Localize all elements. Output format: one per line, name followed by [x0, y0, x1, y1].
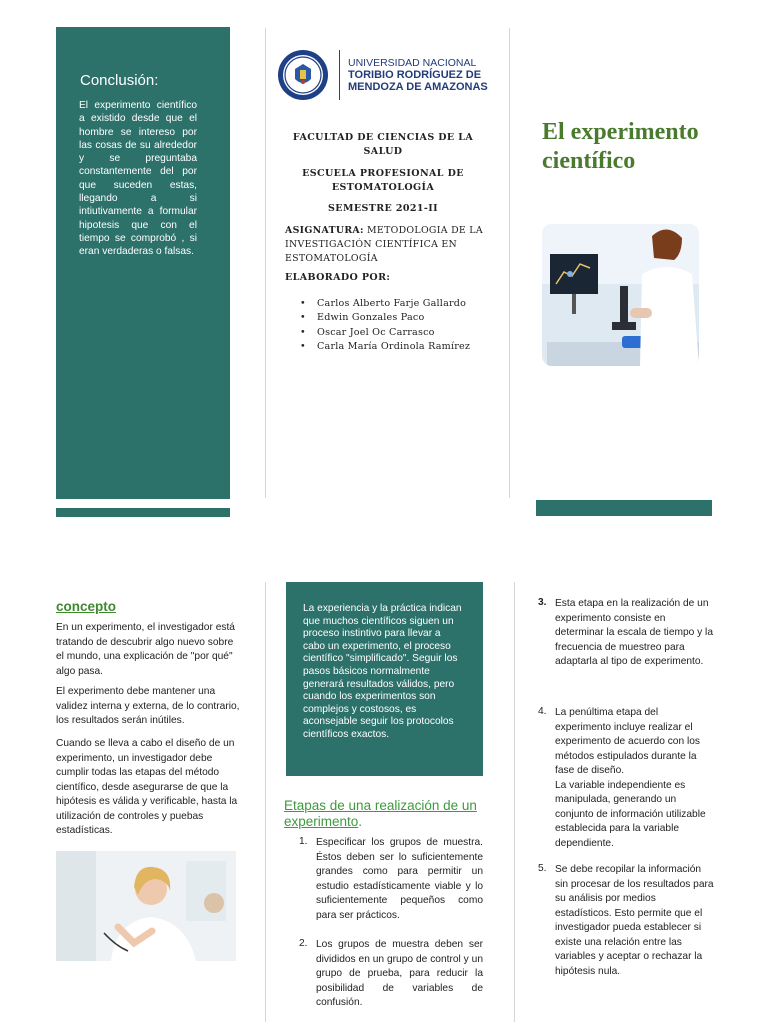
author-item: • Carlos Alberto Farje Gallardo: [300, 297, 470, 311]
researcher-photo: [56, 851, 236, 961]
authors-heading: ELABORADO POR:: [285, 272, 391, 283]
subject-value: METODOLOGIA DE LA INVESTIGACIÓN CIENTÍFICA EN ESTOMATOLOGÍA: [285, 225, 483, 264]
step-number: 1.: [299, 836, 308, 847]
logo-text-line: MENDOZA DE AMAZONAS: [348, 81, 488, 93]
decorative-bar: [536, 500, 712, 516]
university-seal-icon: [277, 49, 329, 101]
steps-heading-end: .: [358, 814, 363, 829]
steps-heading-text: Etapas de una realización de un experimento: [284, 798, 477, 829]
step-text: Los grupos de muestra deben ser divididos en un grupo de control y un grupo de prueba, para reducir la posibilidad de variables de confusión.: [316, 939, 483, 1008]
conclusion-title: Conclusión:: [80, 72, 159, 89]
decorative-bar: [56, 508, 230, 517]
subject-line: [285, 224, 483, 266]
logo-divider: [339, 50, 340, 100]
concept-paragraph: Cuando se lleva a cabo el diseño de un experimento, un investigador debe cumplir todas las etapas del método científico, desde asegurarse de que la hipótesis es válida y verificable, hasta la utilización de controles y puebas estadísticas.: [56, 738, 238, 836]
steps-heading: [284, 798, 484, 830]
step-number: 4.: [538, 706, 547, 717]
concept-paragraph: El experimento debe mantener una validez interna y externa, de lo contrario, los resultados serán inútiles.: [56, 686, 240, 726]
conclusion-panel: [56, 27, 230, 499]
subject-label: ASIGNATURA:: [285, 225, 364, 236]
conclusion-text: El experimento científico a existido desde que el hombre se intereso por las cosas de su alrededor y se preguntaba constantemente del por que suceden estas, llegando a si intiutivamente a formular hipotesis que con el tiempo se comprobó , si eran verdaderas o falsas.: [79, 100, 197, 258]
author-item: • Oscar Joel Oc Carrasco: [300, 326, 470, 340]
step-text: Especificar los grupos de muestra. Éstos deben ser lo suficientemente grandes como para permitir un estudio estadísticamente viable y lo suficientemente pequeños como para ser prácticos.: [316, 837, 483, 921]
step-text: La penúltima etapa del experimento incluye realizar el experimento de acuerdo con los métodos estipulados durante la fase de diseño. La variable independiente es manipulada, generando un conjunto de información utilizable establecida para la variable dependiente.: [555, 707, 706, 849]
logo-text-line: UNIVERSIDAD NACIONAL: [348, 57, 477, 69]
logo-text-line: TORIBIO RODRÍGUEZ DE: [348, 69, 482, 81]
panel-divider: [265, 28, 266, 498]
brochure-title: El experimento científico: [542, 119, 699, 174]
school-name: ESCUELA PROFESIONAL DE ESTOMATOLOGÍA: [302, 168, 464, 193]
panel-divider: [509, 28, 510, 498]
authors-list: [300, 297, 470, 355]
faculty-name: FACULTAD DE CIENCIAS DE LA SALUD: [292, 132, 474, 157]
scientist-microscope-photo: [542, 224, 699, 366]
concept-heading: concepto: [56, 599, 117, 614]
step-number: 5.: [538, 863, 547, 874]
concept-paragraph: En un experimento, el investigador está tratando de descubrir algo nuevo sobre el mundo, una explicación de "por qué" algo pasa.: [56, 622, 235, 677]
experience-text: La experiencia y la práctica indican que muchos científicos siguen un proceso instintivo para llevar a cabo un experimento, el proceso científico "simplificado". Seguir los pasos básicos normalmente generará resultados válidos, pero cuando los experimentos son complejos y costosos, es aconsejable seguir los protocolos científicos exactos.: [303, 603, 462, 740]
semester-label: SEMESTRE 2021-II: [328, 203, 438, 214]
step-text: Esta etapa en la realización de un experimento consiste en determinar la escala de tiempo y la frecuencia de muestreo para adaptarla al tipo de experimento.: [555, 598, 713, 667]
step-number: 3.: [538, 597, 547, 608]
panel-divider: [514, 582, 515, 1022]
author-item: • Edwin Gonzales Paco: [300, 311, 470, 325]
panel-divider: [265, 582, 266, 1022]
step-text: Se debe recopilar la información sin procesar de los resultados para su análisis por medios estadísticos. Esto permite que el investigador pueda establecer si existe una relación entre las variables y aceptar o rechazar la hipótesis nula.: [555, 864, 714, 977]
author-item: • Carla María Ordinola Ramírez: [300, 340, 470, 354]
step-number: 2.: [299, 938, 308, 949]
